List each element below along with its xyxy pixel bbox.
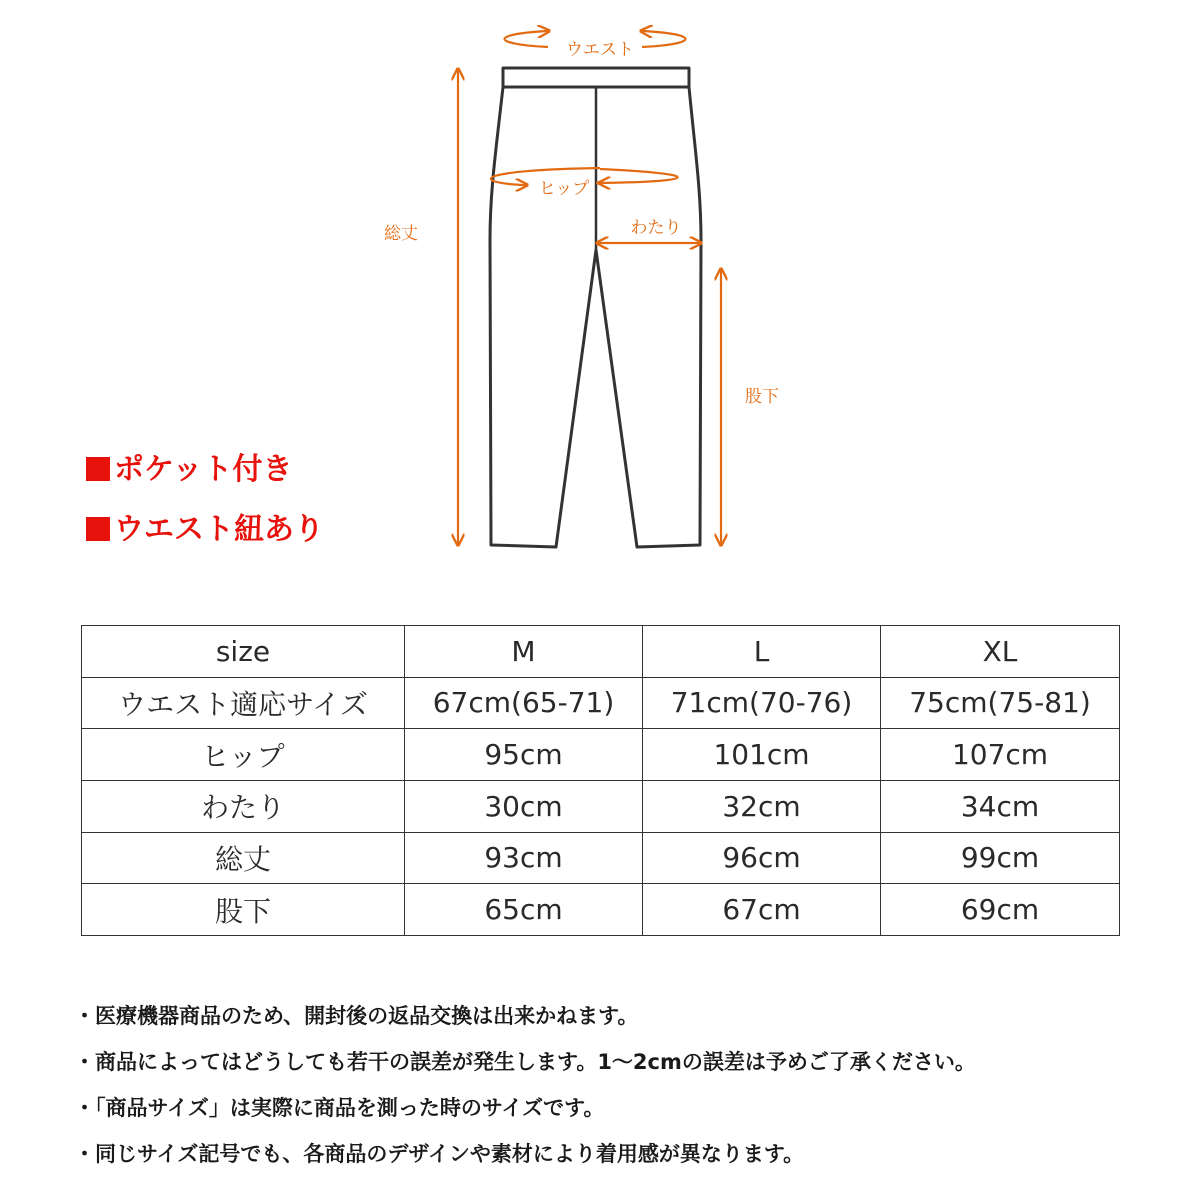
table-cell: 99cm — [881, 832, 1120, 884]
table-cell: 69cm — [881, 884, 1120, 936]
table-cell: 67cm(65-71) — [405, 677, 643, 729]
hip-label: ヒップ — [538, 179, 590, 199]
inseam-label: 股下 — [745, 387, 779, 407]
table-row — [82, 780, 1120, 832]
waist-arrow-left — [505, 31, 549, 47]
pants-outline — [490, 68, 701, 547]
thigh-label: わたり — [630, 218, 682, 238]
feature-waist-cord — [86, 504, 324, 548]
bullet-square-icon — [86, 517, 110, 541]
header-xl: XL — [881, 626, 1120, 678]
table-cell: 107cm — [881, 729, 1120, 781]
header-m: M — [405, 626, 643, 678]
total-length-label: 総丈 — [384, 224, 418, 244]
table-cell: 67cm — [643, 884, 881, 936]
notes-list — [74, 1000, 1174, 1184]
feature-waist-cord-text: ウエスト紐あり — [114, 512, 324, 547]
header-l: L — [643, 626, 881, 678]
table-cell: 32cm — [643, 780, 881, 832]
table-cell: 75cm(75-81) — [881, 677, 1120, 729]
table-cell: 71cm(70-76) — [643, 677, 881, 729]
note-item: ・同じサイズ記号でも、各商品のデザインや素材により着用感が異なります。 — [74, 1142, 805, 1166]
table-row — [82, 832, 1120, 884]
note-item: ・「商品サイズ」は実際に商品を測った時のサイズです。 — [74, 1096, 605, 1120]
header-size: size — [82, 626, 405, 678]
table-cell: 93cm — [405, 832, 643, 884]
note-item: ・商品によってはどうしても若干の誤差が発生します。1〜2cmの誤差は予めご了承ください。 — [74, 1050, 976, 1074]
waistband — [503, 68, 689, 87]
table-cell: 101cm — [643, 729, 881, 781]
table-row — [82, 677, 1120, 729]
bullet-square-icon — [86, 457, 110, 481]
table-header-row — [82, 626, 1120, 678]
row-label: 股下 — [82, 884, 405, 936]
row-label: わたり — [82, 780, 405, 832]
table-cell: 65cm — [405, 884, 643, 936]
waist-arrow-right — [642, 31, 686, 47]
table-cell: 95cm — [405, 729, 643, 781]
table-cell: 30cm — [405, 780, 643, 832]
table-row — [82, 884, 1120, 936]
feature-pocket — [86, 444, 293, 488]
size-table — [81, 625, 1120, 936]
note-item: ・医療機器商品のため、開封後の返品交換は出来かねます。 — [74, 1004, 639, 1028]
row-label: 総丈 — [82, 832, 405, 884]
table-cell: 96cm — [643, 832, 881, 884]
feature-pocket-text: ポケット付き — [114, 452, 293, 487]
table-row — [82, 729, 1120, 781]
table-cell: 34cm — [881, 780, 1120, 832]
hip-arrow-right — [596, 169, 678, 183]
waist-label: ウエスト — [566, 40, 634, 60]
row-label: ウエスト適応サイズ — [82, 677, 405, 729]
row-label: ヒップ — [82, 729, 405, 781]
